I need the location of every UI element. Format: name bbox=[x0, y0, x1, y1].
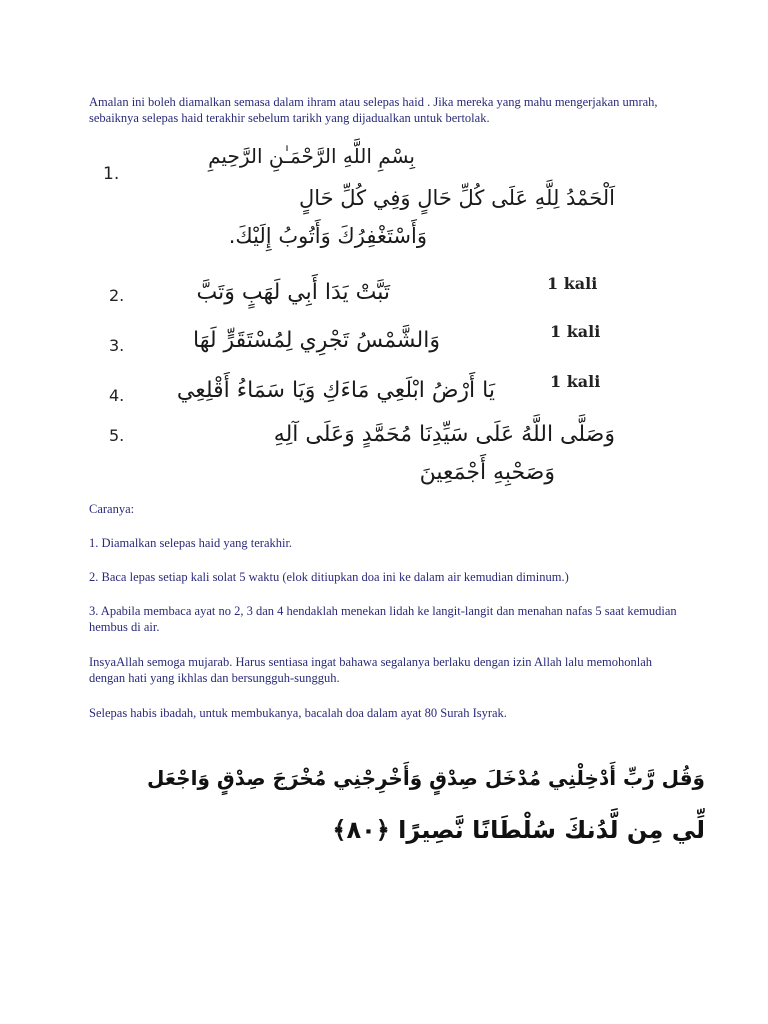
prayer-arabic-line: اَلْحَمْدُ لِلَّهِ عَلَى كُلِّ حَالٍ وَفِي كُلِّ حَالٍ bbox=[298, 186, 615, 210]
prayer-arabic-line: وَصَحْبِهِ أَجْمَعِينَ bbox=[419, 460, 555, 485]
prayer-arabic-line: وَصَلَّى اللَّهُ عَلَى سَيِّدِنَا مُحَمَّدٍ وَعَلَى آلِهِ bbox=[273, 422, 615, 447]
step-item: 2. Baca lepas setiap kali solat 5 waktu (elok ditiupkan doa ini ke dalam air kemudian diminum.) bbox=[89, 570, 569, 584]
repeat-count: 1 kali bbox=[550, 322, 601, 341]
prayer-arabic-text: تَبَّتْ يَدَا أَبِي لَهَبٍ وَتَبَّ bbox=[196, 280, 390, 305]
caranya-heading: Caranya: bbox=[89, 502, 135, 516]
insyaallah-paragraph: InsyaAllah semoga mujarab. Harus sentiasa ingat bahawa segalanya berlaku dengan izin Allah lalu memohonlah dengan hati yang ikhlas dan bersungguh-sungguh. bbox=[89, 655, 653, 685]
prayer-item-3 bbox=[95, 322, 615, 368]
prayer-arabic-line: وَأَسْتَغْفِرُكَ وَأَتُوبُ إِلَيْكَ. bbox=[228, 224, 427, 248]
prayer-item-2 bbox=[95, 274, 615, 318]
prayer-arabic-text: وَالشَّمْسُ تَجْرِي لِمُسْتَقَرٍّ لَهَا bbox=[193, 328, 440, 353]
verse-arabic-line: وَقُل رَّبِّ أَدْخِلْنِي مُدْخَلَ صِدْقٍ وَأَخْرِجْنِي مُخْرَجَ صِدْقٍ وَاجْعَل bbox=[147, 766, 705, 790]
prayer-number: 4. bbox=[109, 386, 125, 405]
prayer-number: 2. bbox=[109, 286, 125, 305]
prayer-arabic-text: يَا أَرْضُ ابْلَعِي مَاءَكِ وَيَا سَمَاءُ أَقْلِعِي bbox=[176, 378, 495, 403]
prayer-scan bbox=[95, 140, 615, 495]
prayer-number: 3. bbox=[109, 336, 125, 355]
verse-arabic-line: لِّي مِن لَّدُنكَ سُلْطَانًا نَّصِيرًا ﴿٨٠﴾ bbox=[332, 816, 705, 844]
prayer-number: 1. bbox=[103, 164, 120, 184]
repeat-count: 1 kali bbox=[550, 372, 601, 391]
verse-80-scan bbox=[105, 758, 705, 868]
closing-paragraph: Selepas habis ibadah, untuk membukanya, bacalah doa dalam ayat 80 Surah Isyrak. bbox=[89, 706, 507, 720]
basmalah-text: بِسْمِ اللَّهِ الرَّحْمَـٰنِ الرَّحِيمِ bbox=[208, 144, 415, 168]
step-item: 3. Apabila membaca ayat no 2, 3 dan 4 hendaklah menekan lidah ke langit-langit dan menahan nafas 5 saat kemudian hembus di air. bbox=[89, 604, 677, 634]
step-item: 1. Diamalkan selepas haid yang terakhir. bbox=[89, 536, 293, 550]
prayer-item-4 bbox=[95, 372, 615, 418]
intro-paragraph: Amalan ini boleh diamalkan semasa dalam ihram atau selepas haid . Jika mereka yang mahu mengerjakan umrah, sebaiknya selepas haid terakhir sebelum tarikh yang dijadualkan untuk bertolak. bbox=[89, 95, 658, 125]
prayer-item-5 bbox=[95, 422, 615, 492]
prayer-item-1 bbox=[95, 140, 615, 255]
repeat-count: 1 kali bbox=[547, 274, 598, 293]
prayer-number: 5. bbox=[109, 426, 125, 445]
